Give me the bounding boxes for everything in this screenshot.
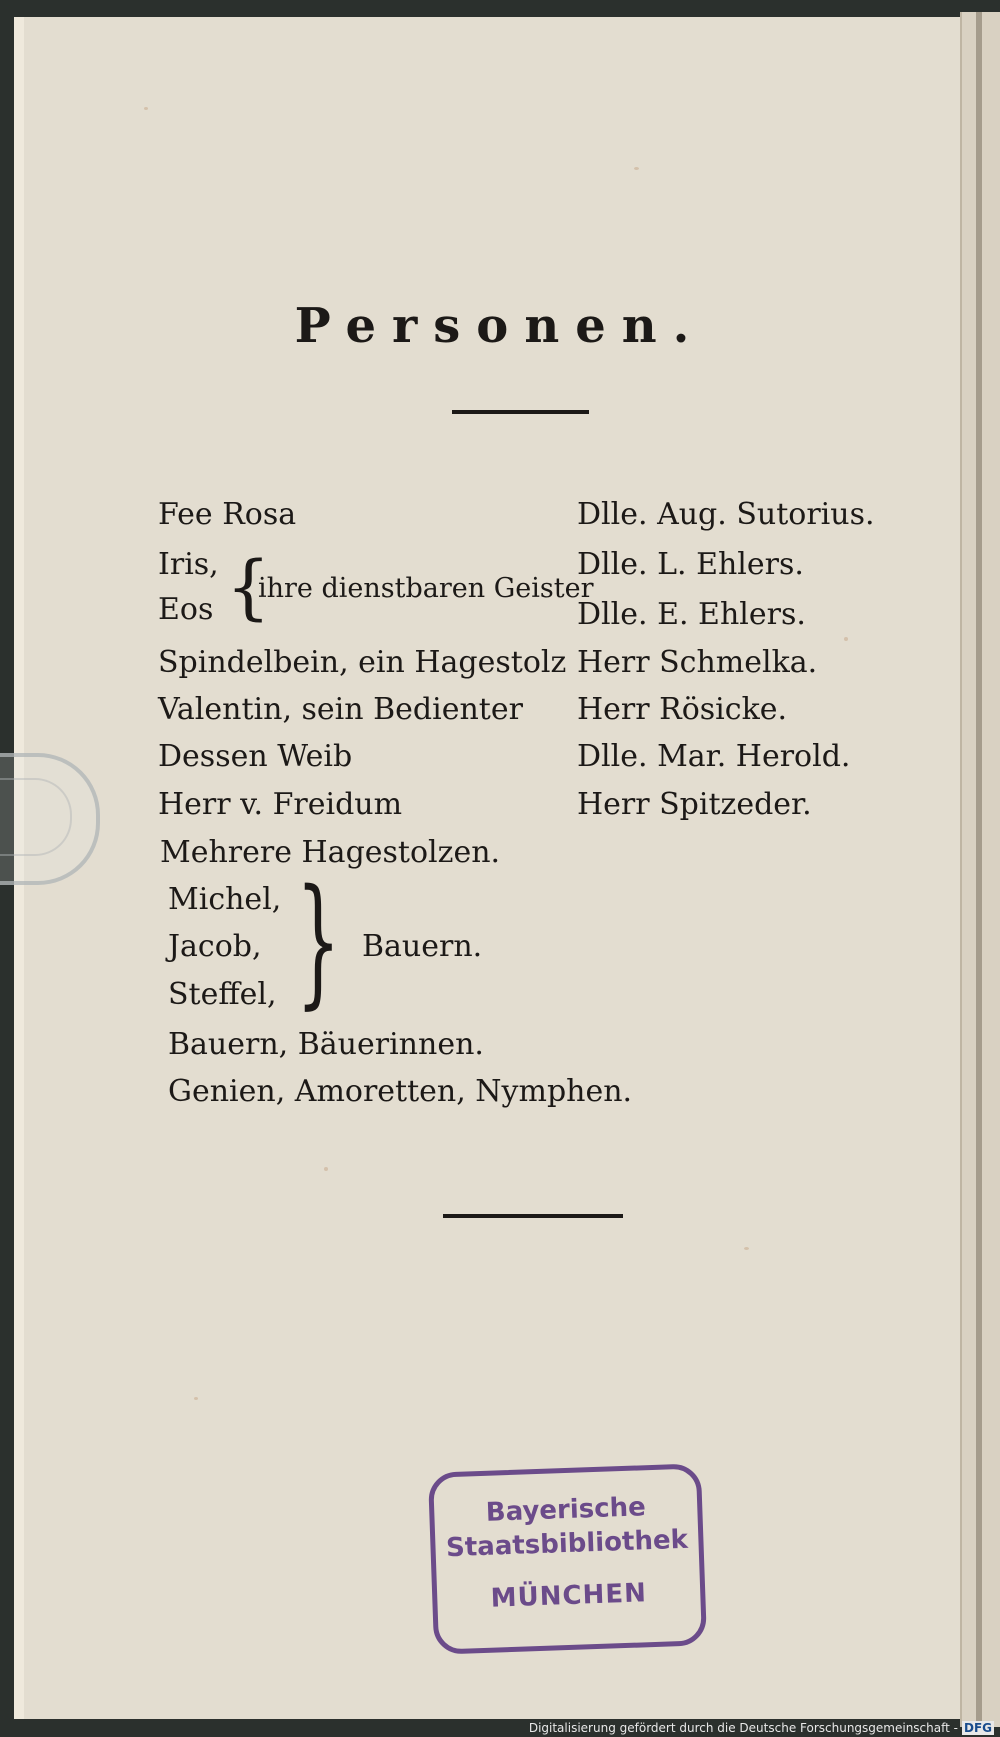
- bauern-brace: }: [296, 860, 341, 1023]
- digitization-credit: [529, 1721, 994, 1735]
- role-jacob: Jacob,: [168, 929, 262, 964]
- role-eos: Eos: [158, 592, 214, 627]
- role-rosa: Fee Rosa: [158, 497, 297, 532]
- actor-spindelbein: Herr Schmelka.: [577, 645, 818, 680]
- page-title: Personen.: [294, 298, 706, 354]
- dfg-logo: DFG: [963, 1721, 992, 1735]
- title-rule: [452, 410, 589, 414]
- role-weib: Dessen Weib: [158, 739, 353, 774]
- page-clip-inner: [0, 778, 72, 856]
- actor-valentin: Herr Rösicke.: [577, 692, 788, 727]
- paper-speck: [144, 107, 148, 110]
- actor-eos: Dlle. E. Ehlers.: [577, 597, 806, 632]
- library-stamp: [428, 1463, 707, 1654]
- stamp-line-2: Staatsbibliothek: [445, 1524, 689, 1564]
- actor-freidum: Herr Spitzeder.: [577, 787, 812, 822]
- role-iris: Iris,: [158, 547, 219, 582]
- paper-speck: [744, 1247, 749, 1250]
- bauern-line: Bauern, Bäuerinnen.: [168, 1027, 484, 1062]
- paper-speck: [324, 1167, 328, 1171]
- actor-rosa: Dlle. Aug. Sutorius.: [577, 497, 875, 532]
- actor-weib: Dlle. Mar. Herold.: [577, 739, 851, 774]
- stamp-line-3: MÜNCHEN: [490, 1578, 648, 1614]
- bauern-note: Bauern.: [362, 929, 483, 964]
- role-valentin: Valentin, sein Bedienter: [158, 692, 523, 727]
- stamp-line-1: Bayerische: [485, 1492, 647, 1528]
- end-rule: [443, 1214, 623, 1218]
- genien-line: Genien, Amoretten, Nymphen.: [168, 1074, 633, 1109]
- paper-speck: [844, 637, 848, 641]
- role-steffel: Steffel,: [168, 977, 277, 1012]
- role-michel: Michel,: [168, 882, 282, 917]
- credit-text: Digitalisierung gefördert durch die Deutsche Forschungsgemeinschaft -: [528, 1721, 958, 1735]
- spirits-note: ihre dienstbaren Geister: [258, 573, 594, 604]
- actor-iris: Dlle. L. Ehlers.: [577, 547, 804, 582]
- paper-speck: [634, 167, 639, 170]
- next-page-edge: [960, 12, 1000, 1727]
- role-spindelbein: Spindelbein, ein Hagestolz: [158, 645, 567, 680]
- paper-speck: [194, 1397, 198, 1400]
- spirits-brace: {: [226, 546, 271, 628]
- hagestolzen-line: Mehrere Hagestolzen.: [160, 835, 501, 870]
- role-freidum: Herr v. Freidum: [158, 787, 403, 822]
